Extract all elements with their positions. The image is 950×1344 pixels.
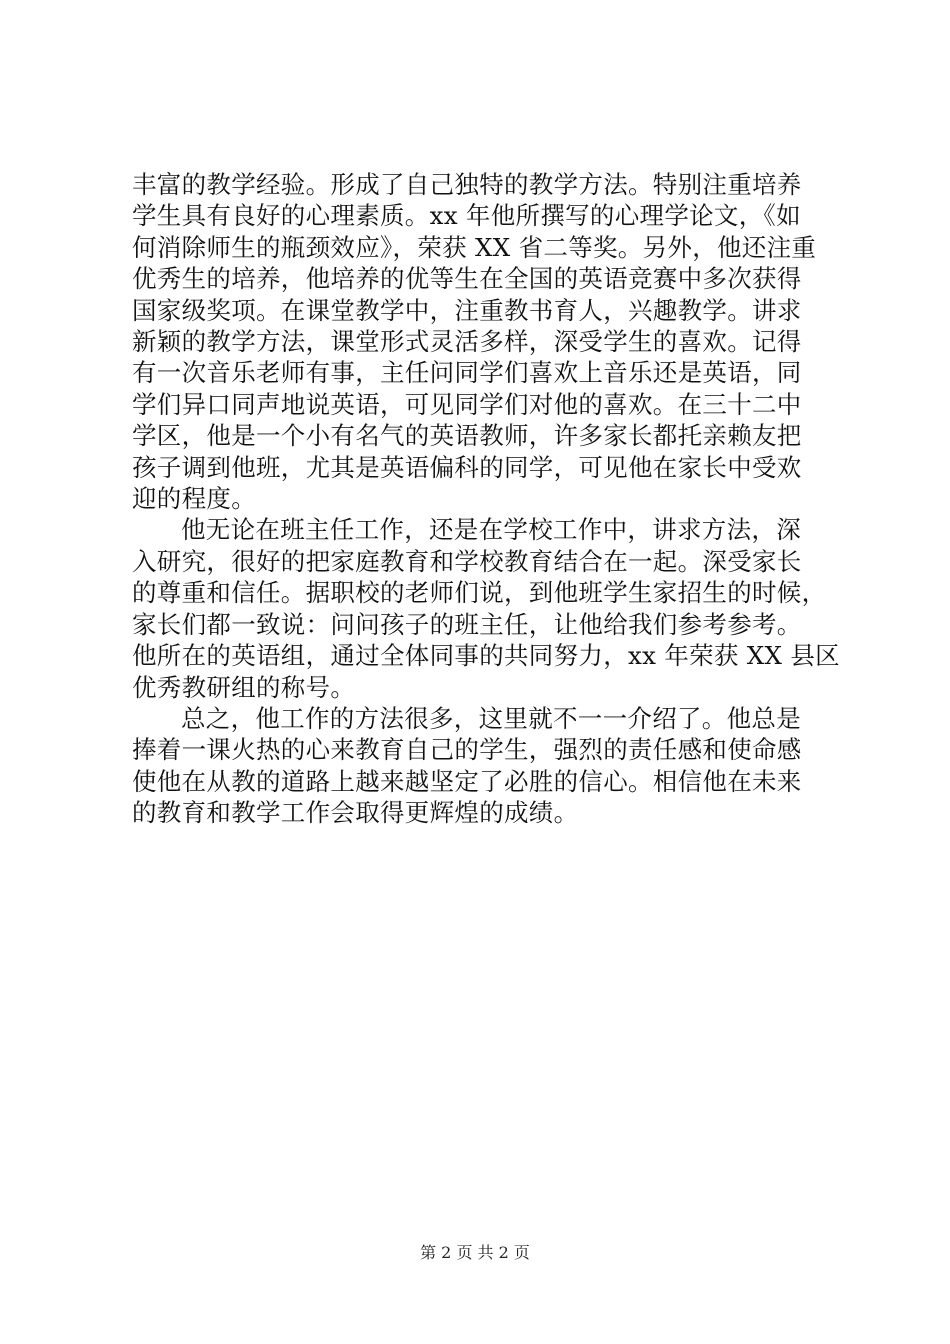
text-line: 优秀生的培养，他培养的优等生在全国的英语竞赛中多次获得 (132, 264, 802, 294)
text-line: 入研究，很好的把家庭教育和学校教育结合在一起。深受家长 (132, 546, 802, 576)
text-line: 的尊重和信任。据职校的老师们说，到他班学生家招生的时候， (132, 578, 827, 608)
text-line: 有一次音乐老师有事，主任问同学们喜欢上音乐还是英语，同 (132, 358, 802, 388)
text-line: 他所在的英语组，通过全体同事的共同努力，xx 年荣获 XX 县区 (132, 641, 840, 671)
text-line: 丰富的教学经验。形成了自己独特的教学方法。特别注重培养 (132, 170, 802, 199)
text-line: 孩子调到他班，尤其是英语偏科的同学，可见他在家长中受欢 (132, 452, 802, 482)
text-line: 学生具有良好的心理素质。xx 年他所撰写的心理学论文，《如 (132, 201, 801, 231)
text-line: 迎的程度。 (132, 484, 256, 514)
text-line: 使他在从教的道路上越来越坚定了必胜的信心。相信他在未来 (132, 766, 802, 796)
text-line: 家长们都一致说：问问孩子的班主任，让他给我们参考参考。 (132, 609, 802, 639)
text-line: 的教育和教学工作会取得更辉煌的成绩。 (132, 798, 579, 828)
text-line: 优秀教研组的称号。 (132, 672, 356, 702)
paragraph-start-line: 总之，他工作的方法很多，这里就不一一介绍了。他总是 (181, 703, 801, 733)
page-footer (0, 1243, 950, 1263)
text-line: 何消除师生的瓶颈效应》，荣获 XX 省二等奖。另外，他还注重 (132, 232, 817, 262)
text-line: 学们异口同声地说英语，可见同学们对他的喜欢。在三十二中 (132, 389, 802, 419)
text-line: 新颖的教学方法，课堂形式灵活多样，深受学生的喜欢。记得 (132, 327, 802, 357)
text-line: 捧着一课火热的心来教育自己的学生，强烈的责任感和使命感 (132, 735, 802, 765)
paragraph-start-line: 他无论在班主任工作，还是在学校工作中，讲求方法，深 (181, 515, 801, 545)
text-line: 学区，他是一个小有名气的英语教师，许多家长都托亲赖友把 (132, 421, 802, 451)
body-text (132, 169, 840, 829)
page-number-label: 第 2 页 共 2 页 (420, 1243, 530, 1262)
text-line: 国家级奖项。在课堂教学中，注重教书育人，兴趣教学。讲求 (132, 295, 802, 325)
